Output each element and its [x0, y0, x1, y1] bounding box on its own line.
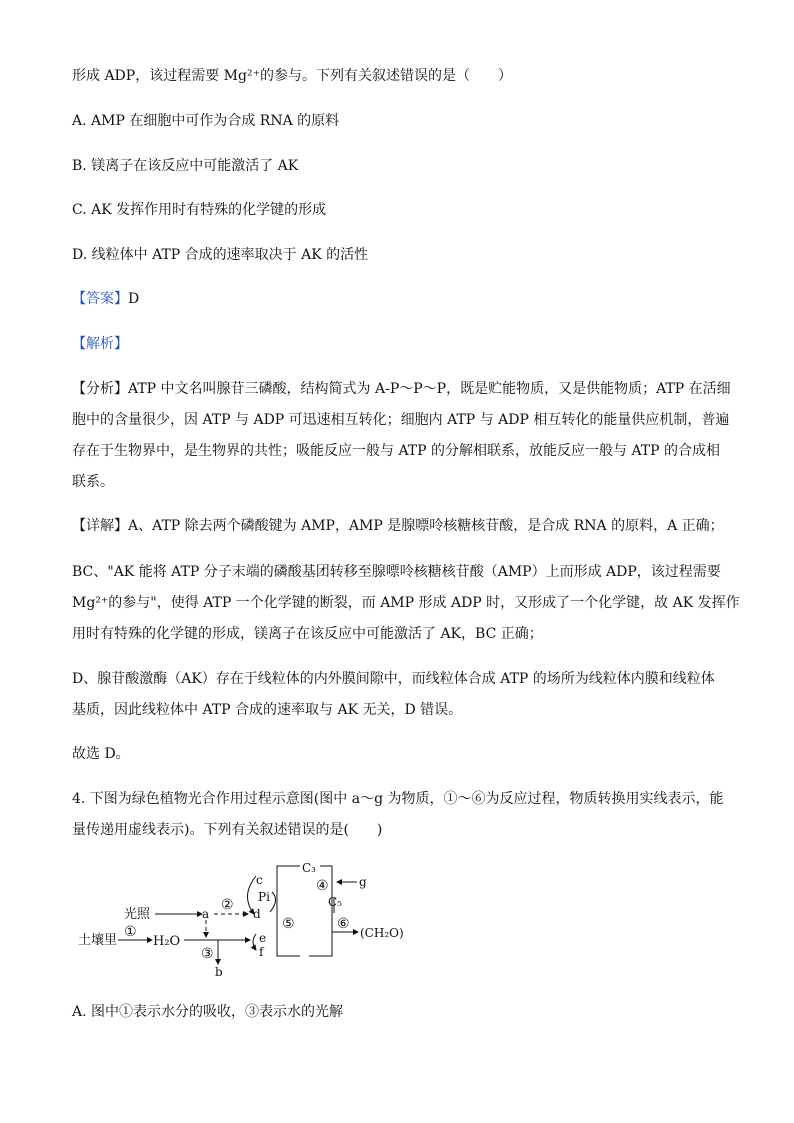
- conclusion: 故选 D。: [72, 746, 130, 762]
- label-b: b: [215, 965, 223, 979]
- label-process-6: ⑥: [337, 916, 350, 932]
- analysis-label: 【解析】: [72, 336, 128, 352]
- label-water: H₂O: [153, 934, 181, 949]
- answer-line: [72, 289, 139, 309]
- label-f: f: [259, 945, 264, 959]
- label-carbs: (CH₂O): [360, 926, 404, 940]
- q4-stem-line-2: 量传递用虚线表示)。下列有关叙述错误的是( ): [72, 822, 383, 838]
- label-process-4: ④: [316, 878, 329, 894]
- option-c: C. AK 发挥作用时有特殊的化学键的形成: [72, 202, 327, 218]
- label-c3: C₃: [302, 861, 316, 875]
- pi-return-arc: [270, 892, 276, 912]
- calvin-box-left: [277, 866, 300, 956]
- q3-stem-end: 形成 ADP，该过程需要 Mg²⁺的参与。下列有关叙述错误的是（ ）: [72, 68, 512, 84]
- answer-label: 【答案】: [72, 291, 128, 307]
- label-d: d: [253, 907, 261, 921]
- answer-value: D: [128, 291, 140, 307]
- label-process-3: ③: [201, 946, 214, 962]
- label-soil: 土壤里: [78, 933, 118, 948]
- bc-line-2: Mg²⁺的参与"，使得 ATP 一个化学键的断裂，而 AMP 形成 ADP 时，又形成了一个化学键，故 AK 发挥作: [72, 595, 740, 611]
- fenxi-text-1: ATP 中文名叫腺苷三磷酸，结构简式为 A-P～P～P，既是贮能物质，又是供能物质；ATP 在活细: [128, 381, 731, 397]
- fenxi-line-1: [72, 379, 731, 399]
- label-e: e: [259, 931, 267, 945]
- xiangjie-label: 【详解】: [72, 518, 128, 534]
- fenxi-line-4: 联系。: [72, 474, 114, 490]
- cycle-e-f-arrow: [253, 934, 256, 950]
- d-line-1: D、腺苷酸激酶（AK）存在于线粒体的内外膜间隙中，而线粒体合成 ATP 的场所为线粒体内膜和线粒体: [72, 671, 715, 687]
- label-process-5: ⑤: [282, 916, 295, 932]
- label-g: g: [359, 875, 367, 889]
- xiangjie-text-1: A、ATP 除去两个磷酸键为 AMP，AMP 是腺嘌呤核糖核苷酸，是合成 RNA 的原料，A 正确；: [128, 518, 724, 534]
- d-line-2: 基质，因此线粒体中 ATP 合成的速率取与 AK 无关，D 错误。: [72, 702, 463, 718]
- fenxi-line-2: 胞中的含量很少，因 ATP 与 ADP 可迅速相互转化；细胞内 ATP 与 ADP 相互转化的能量供应机制，普遍: [72, 412, 730, 428]
- label-light: 光照: [124, 907, 151, 922]
- label-process-1: ①: [124, 924, 137, 940]
- option-b: B. 镁离子在该反应中可能激活了 AK: [72, 158, 299, 174]
- q4-option-a: A. 图中①表示水分的吸收，③表示水的光解: [72, 1004, 344, 1020]
- label-c: c: [256, 873, 263, 887]
- photosynthesis-diagram: [72, 858, 412, 980]
- q4-stem-line-1: 4. 下图为绿色植物光合作用过程示意图(图中 a～g 为物质，①～⑥为反应过程，物质转换用实线表示，能: [72, 791, 724, 807]
- label-pi: Pi: [258, 890, 270, 904]
- option-d: D. 线粒体中 ATP 合成的速率取决于 AK 的活性: [72, 247, 369, 263]
- label-process-2: ②: [221, 897, 234, 913]
- label-a: a: [202, 907, 210, 921]
- fenxi-line-3: 存在于生物界中，是生物界的共性；吸能反应一般与 ATP 的分解相联系，放能反应一般与 ATP 的合成相: [72, 443, 721, 459]
- bc-line-1: BC、"AK 能将 ATP 分子末端的磷酸基团转移至腺嘌呤核糖核苷酸（AMP）上而形成 ADP，该过程需要: [72, 564, 721, 580]
- fenxi-label: 【分析】: [72, 381, 128, 397]
- label-c5: C₅: [328, 895, 342, 909]
- option-a: A. AMP 在细胞中可作为合成 RNA 的原料: [72, 113, 340, 129]
- bc-line-3: 用时有特殊的化学键的形成，镁离子在该反应中可能激活了 AK，BC 正确；: [72, 626, 543, 642]
- xiangjie-line-1: [72, 516, 724, 536]
